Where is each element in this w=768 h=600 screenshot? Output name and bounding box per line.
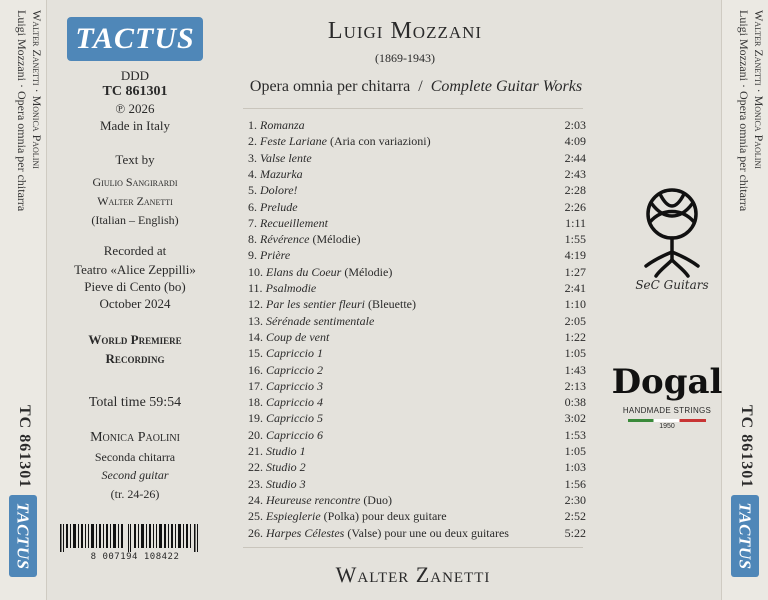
track-row bbox=[248, 200, 586, 216]
guest-name: Monica Paolini bbox=[90, 430, 180, 445]
track-number: 21. bbox=[248, 444, 263, 458]
dogal-tagline: HANDMADE STRINGS bbox=[622, 406, 712, 415]
work-title-italian: Opera omnia per chitarra bbox=[249, 78, 411, 95]
track-duration: 1:55 bbox=[564, 232, 586, 247]
left-spine bbox=[0, 0, 47, 600]
track-row bbox=[248, 444, 586, 460]
track-row bbox=[248, 411, 586, 427]
track-title bbox=[248, 297, 416, 312]
track-number: 5. bbox=[248, 183, 257, 198]
spine-tactus-logo: TACTUS bbox=[9, 495, 37, 577]
track-title bbox=[248, 379, 323, 394]
dogal-logo bbox=[612, 355, 722, 401]
track-duration: 1:22 bbox=[564, 329, 586, 344]
total-time: Total time 59:54 bbox=[88, 395, 182, 410]
track-number: 25. bbox=[248, 509, 263, 524]
track-row bbox=[248, 379, 586, 395]
track-duration: 2:43 bbox=[564, 166, 586, 181]
track-number: 16. bbox=[248, 362, 263, 377]
divider bbox=[243, 108, 583, 109]
track-name: Feste Lariane bbox=[260, 134, 327, 149]
track-number: 17. bbox=[248, 378, 263, 393]
track-duration: 1:27 bbox=[564, 264, 586, 279]
track-row bbox=[248, 134, 586, 150]
track-row bbox=[248, 232, 586, 248]
track-duration: 2:30 bbox=[564, 492, 586, 507]
track-number: 9. bbox=[248, 248, 257, 263]
track-note: (Aria con variazioni) bbox=[330, 134, 431, 149]
track-name: Sérénade sentimentale bbox=[266, 313, 375, 328]
track-duration: 2:44 bbox=[564, 150, 586, 165]
spine-title-line: Luigi Mozzani · Opera omnia per chitarra bbox=[737, 10, 751, 212]
spine-performers-line: Walter Zanetti · Monica Paolini bbox=[30, 10, 44, 169]
track-number: 11. bbox=[248, 281, 263, 295]
track-row bbox=[248, 265, 586, 281]
track-title bbox=[248, 216, 328, 231]
track-name: Studio 3 bbox=[266, 476, 306, 491]
track-name: Capriccio 4 bbox=[266, 395, 323, 410]
right-spine bbox=[721, 0, 768, 600]
track-name: Valse lente bbox=[260, 150, 312, 165]
track-name: Coup de vent bbox=[266, 329, 330, 344]
track-name: Studio 1 bbox=[266, 444, 306, 458]
track-row bbox=[248, 281, 586, 297]
track-name: Révérence bbox=[260, 232, 310, 247]
track-name: Harpes Célestes bbox=[266, 525, 345, 540]
performer-name: Walter Zanetti bbox=[335, 562, 491, 587]
track-duration: 4:19 bbox=[564, 248, 586, 263]
track-row bbox=[248, 330, 586, 346]
spine-catalog-code: TC 861301 bbox=[738, 405, 755, 489]
track-row bbox=[248, 395, 586, 411]
track-name: Romanza bbox=[260, 118, 305, 132]
track-row bbox=[248, 477, 586, 493]
track-duration: 1:10 bbox=[564, 297, 586, 312]
track-duration: 2:41 bbox=[564, 281, 586, 295]
spine-tactus-logo: TACTUS bbox=[731, 495, 759, 577]
track-title bbox=[248, 183, 298, 198]
track-name: Elans du Coeur bbox=[266, 264, 342, 279]
track-row bbox=[248, 428, 586, 444]
track-row bbox=[248, 167, 586, 183]
track-title bbox=[248, 411, 323, 426]
track-number: 15. bbox=[248, 346, 263, 361]
track-duration: 2:52 bbox=[564, 509, 586, 524]
work-title-english: Complete Guitar Works bbox=[430, 78, 583, 95]
track-duration: 2:05 bbox=[564, 313, 586, 328]
track-duration: 2:26 bbox=[564, 199, 586, 214]
text-languages: (Italian – English) bbox=[91, 213, 179, 227]
recording-place: Pieve di Cento (bo) bbox=[84, 279, 186, 294]
track-duration: 2:13 bbox=[564, 378, 586, 393]
format-label: DDD bbox=[120, 68, 150, 83]
track-name: Studio 2 bbox=[266, 460, 306, 475]
track-row bbox=[248, 460, 586, 476]
track-title bbox=[248, 509, 447, 524]
track-duration: 4:09 bbox=[564, 134, 586, 149]
track-name: Recueillement bbox=[260, 215, 328, 230]
track-name: Capriccio 3 bbox=[266, 378, 323, 393]
spine-performers-line: Walter Zanetti · Monica Paolini bbox=[752, 10, 766, 169]
track-row bbox=[248, 297, 586, 313]
guest-role-it: Seconda chitarra bbox=[94, 450, 176, 464]
text-author-2: Walter Zanetti bbox=[97, 194, 173, 208]
track-duration: 5:22 bbox=[564, 525, 586, 540]
track-title bbox=[248, 281, 316, 296]
track-title bbox=[248, 363, 323, 378]
work-title bbox=[206, 78, 626, 96]
track-number: 4. bbox=[248, 166, 257, 181]
track-number: 14. bbox=[248, 329, 263, 344]
track-row bbox=[248, 526, 586, 542]
track-number: 6. bbox=[248, 199, 257, 214]
spine-title-line: Luigi Mozzani · Opera omnia per chitarra bbox=[15, 10, 29, 212]
track-duration: 1:05 bbox=[564, 346, 586, 361]
track-number: 2. bbox=[248, 134, 257, 149]
track-name: Dolore! bbox=[260, 183, 298, 198]
tactus-logo: TACTUS bbox=[67, 17, 203, 61]
track-number: 10. bbox=[248, 264, 263, 279]
track-title bbox=[248, 151, 312, 166]
track-title bbox=[248, 248, 290, 263]
track-duration: 3:02 bbox=[564, 411, 586, 426]
track-title bbox=[248, 134, 431, 149]
track-row bbox=[248, 151, 586, 167]
origin-line: Made in Italy bbox=[99, 118, 171, 133]
track-number: 7. bbox=[248, 215, 257, 230]
text-author-1: Giulio Sangirardi bbox=[92, 175, 178, 189]
track-row bbox=[248, 363, 586, 379]
italian-flag-stripe bbox=[628, 419, 706, 422]
track-row bbox=[248, 346, 586, 362]
catalog-number: TC 861301 bbox=[102, 84, 168, 99]
track-number: 23. bbox=[248, 476, 263, 491]
track-title bbox=[248, 265, 392, 280]
premiere-line-2: Recording bbox=[105, 351, 165, 366]
track-name: Mazurka bbox=[260, 166, 303, 181]
track-name: Par les sentier fleuri bbox=[266, 297, 365, 312]
track-duration: 1:56 bbox=[564, 476, 586, 491]
spine-catalog-code: TC 861301 bbox=[16, 405, 33, 489]
track-title bbox=[248, 493, 392, 508]
track-duration: 1:53 bbox=[564, 427, 586, 442]
track-name: Capriccio 5 bbox=[266, 411, 323, 426]
track-duration: 0:38 bbox=[564, 395, 586, 410]
track-number: 19. bbox=[248, 411, 263, 426]
track-number: 13. bbox=[248, 313, 263, 328]
track-title bbox=[248, 428, 323, 443]
track-duration: 2:03 bbox=[564, 118, 586, 132]
info-panel bbox=[50, 0, 220, 600]
recording-date: October 2024 bbox=[99, 296, 171, 311]
track-title bbox=[248, 395, 323, 410]
copyright-line: ℗ 2026 bbox=[115, 101, 155, 116]
track-row bbox=[248, 216, 586, 232]
track-name: Psalmodie bbox=[265, 281, 317, 295]
track-number: 8. bbox=[248, 232, 257, 247]
work-title-separator: / bbox=[418, 78, 423, 95]
track-number: 22. bbox=[248, 460, 263, 475]
track-title bbox=[248, 232, 361, 247]
track-number: 1. bbox=[248, 118, 257, 132]
track-duration: 1:43 bbox=[564, 362, 586, 377]
recorded-label: Recorded at bbox=[103, 243, 167, 258]
divider bbox=[243, 547, 583, 548]
track-duration: 2:28 bbox=[564, 183, 586, 198]
track-row bbox=[248, 314, 586, 330]
track-name: Capriccio 1 bbox=[266, 346, 323, 361]
track-name: Heureuse rencontre bbox=[266, 492, 361, 507]
svg-text:Dogal: Dogal bbox=[612, 362, 722, 401]
track-title bbox=[248, 118, 305, 133]
recording-venue: Teatro «Alice Zeppilli» bbox=[74, 262, 196, 277]
guest-tracks: (tr. 24-26) bbox=[110, 487, 160, 501]
track-title bbox=[248, 526, 509, 541]
track-name: Prelude bbox=[260, 199, 298, 214]
track-name: Capriccio 6 bbox=[266, 427, 323, 442]
track-number: 18. bbox=[248, 395, 263, 410]
track-title bbox=[248, 460, 306, 475]
track-number: 12. bbox=[248, 297, 263, 312]
track-note: (Valse) pour une ou deux guitares bbox=[347, 525, 509, 540]
track-note: (Bleuette) bbox=[368, 297, 416, 312]
track-name: Capriccio 2 bbox=[266, 362, 323, 377]
track-number: 20. bbox=[248, 427, 263, 442]
track-title bbox=[248, 444, 306, 459]
track-duration: 1:03 bbox=[564, 460, 586, 475]
track-title bbox=[248, 477, 306, 492]
track-note: (Mélodie) bbox=[344, 264, 393, 279]
track-row bbox=[248, 183, 586, 199]
track-number: 3. bbox=[248, 150, 257, 165]
track-number: 26. bbox=[248, 525, 263, 540]
track-number: 24. bbox=[248, 492, 263, 507]
barcode-number: 8 007194 108422 bbox=[90, 552, 180, 562]
track-note: (Polka) pour deux guitare bbox=[323, 509, 447, 524]
track-duration: 1:11 bbox=[565, 215, 586, 230]
track-note: (Duo) bbox=[363, 492, 392, 507]
track-name: Prière bbox=[260, 248, 291, 263]
guest-role-en: Second guitar bbox=[101, 468, 169, 482]
composer-name: Luigi Mozzani bbox=[327, 18, 483, 44]
track-row bbox=[248, 509, 586, 525]
track-title bbox=[248, 314, 374, 329]
composer-years: (1869-1943) bbox=[375, 51, 435, 65]
track-row bbox=[248, 118, 586, 134]
dogal-year: 1950 bbox=[659, 423, 675, 430]
track-title bbox=[248, 330, 329, 345]
track-row bbox=[248, 493, 586, 509]
track-title bbox=[248, 167, 303, 182]
track-duration: 1:05 bbox=[564, 444, 586, 458]
premiere-line-1: World Premiere bbox=[88, 332, 182, 347]
track-name: Espieglerie bbox=[266, 509, 321, 524]
track-row bbox=[248, 248, 586, 264]
track-note: (Mélodie) bbox=[312, 232, 361, 247]
sec-guitars-wordmark: SeC Guitars bbox=[635, 278, 709, 292]
text-by-label: Text by bbox=[115, 152, 155, 167]
barcode bbox=[60, 524, 202, 552]
track-title bbox=[248, 346, 323, 361]
track-title bbox=[248, 200, 298, 215]
